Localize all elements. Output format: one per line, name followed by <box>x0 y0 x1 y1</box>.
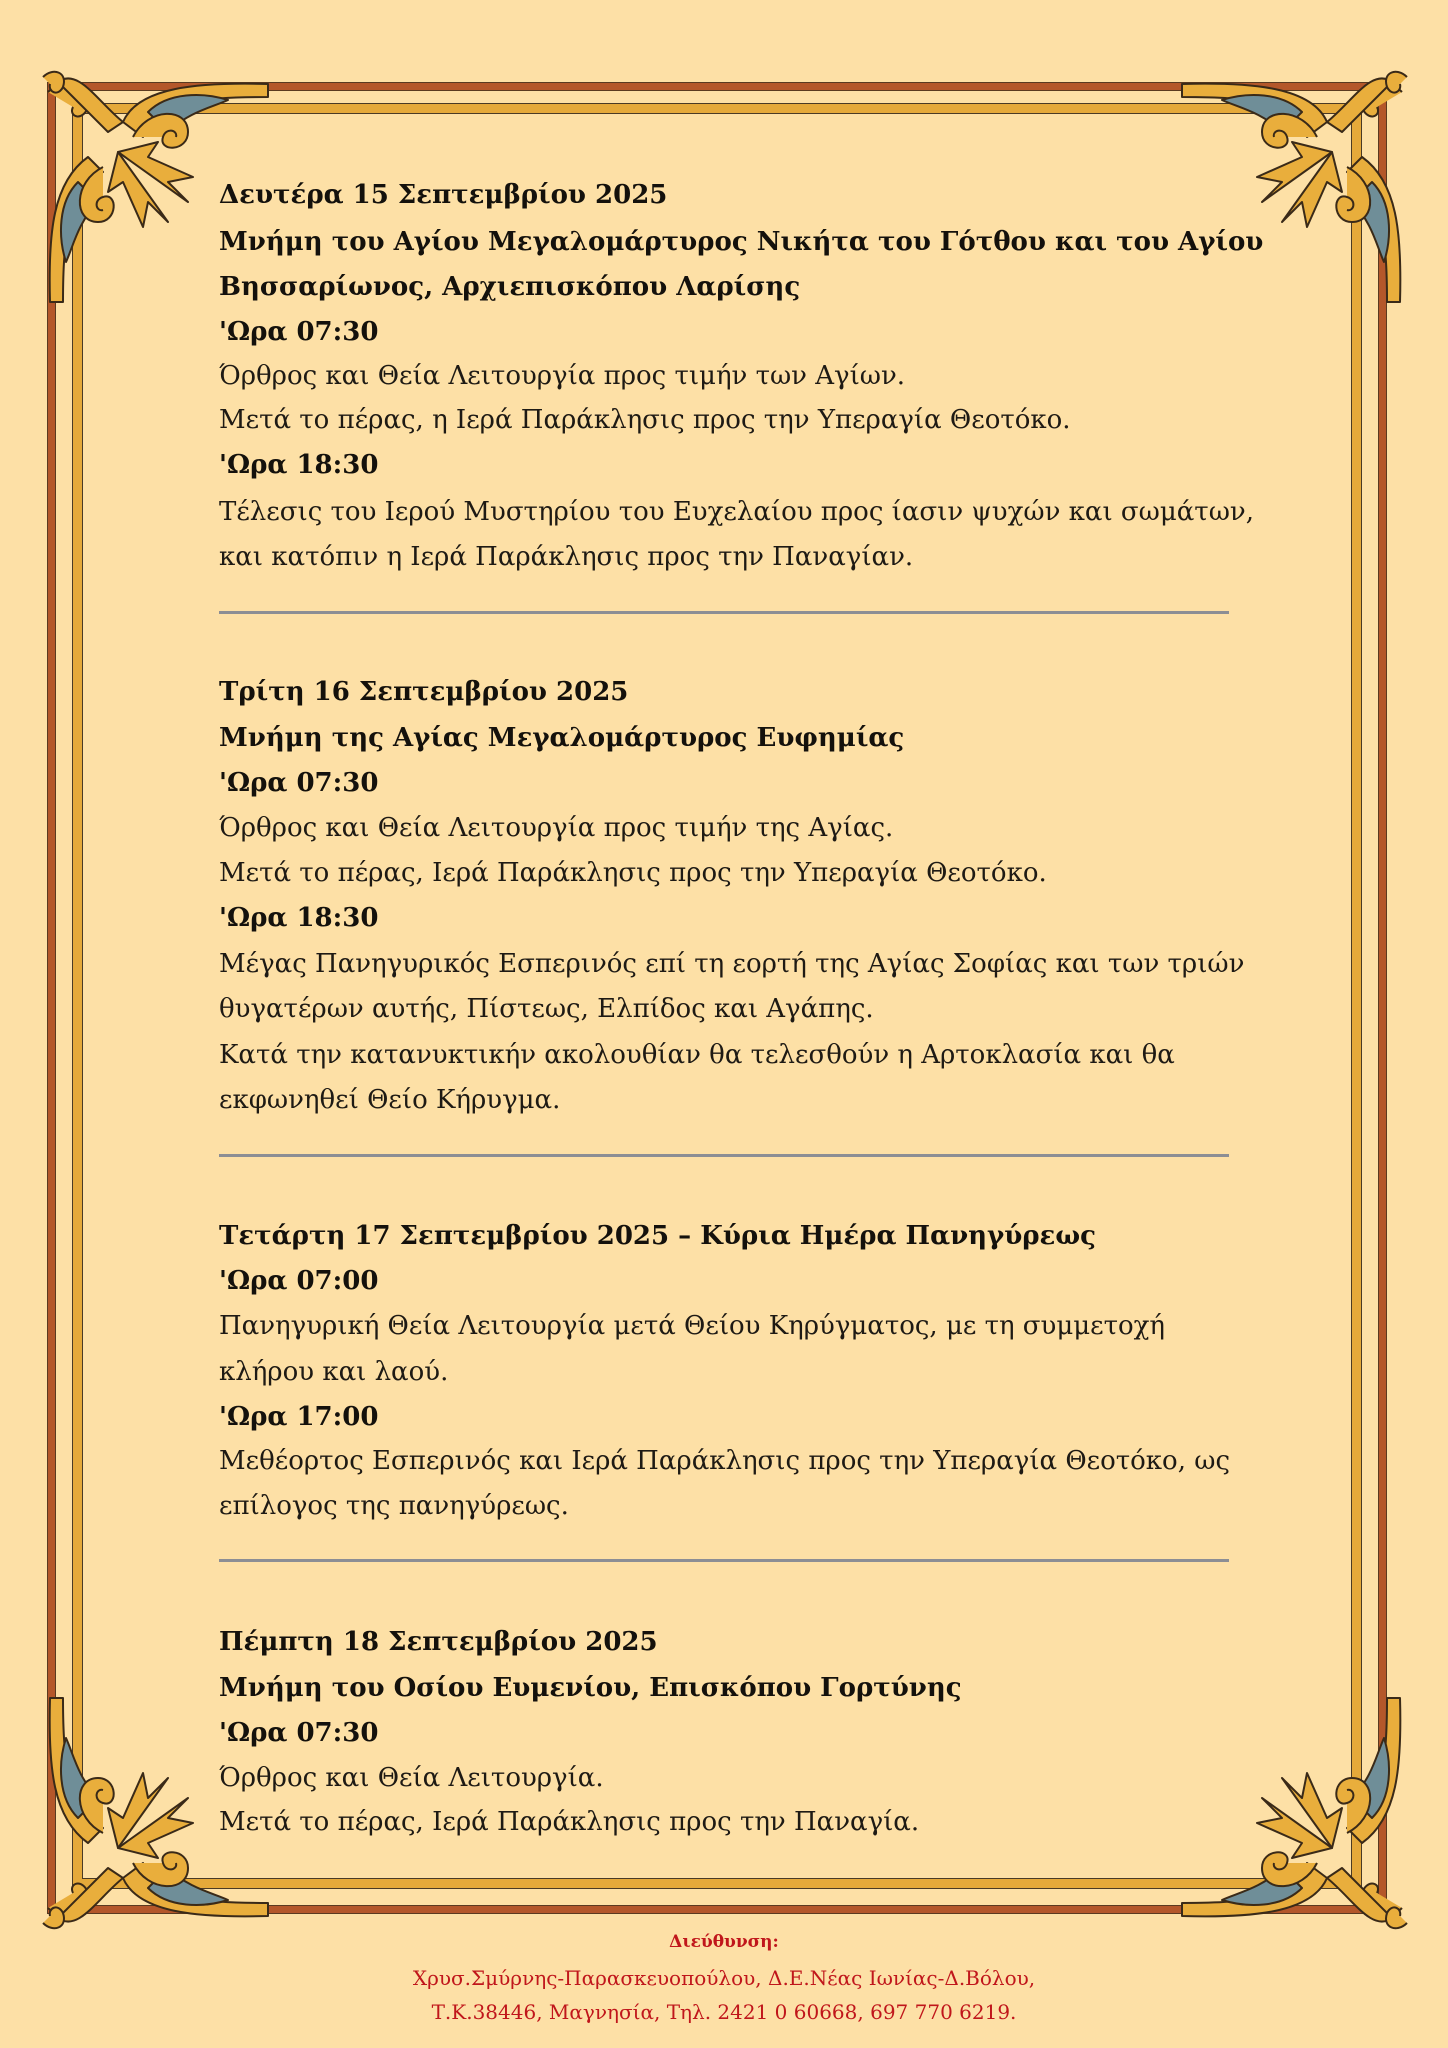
commemoration-line: Μνήμη της Αγίας Μεγαλομάρτυρος Ευφημίας <box>219 723 905 753</box>
service-time: 'Ωρα 17:00 <box>219 1402 379 1432</box>
service-time: 'Ωρα 18:30 <box>219 450 379 480</box>
section-divider <box>219 1559 1229 1562</box>
service-description: Πανηγυρική Θεία Λειτουργία μετά Θείου Κηρύγματος, με τη συμμετοχή <box>219 1311 1165 1341</box>
service-description: επίλογος της πανηγύρεως. <box>219 1491 569 1521</box>
service-description: Μετά το πέρας, Ιερά Παράκλησις προς την Υπεραγία Θεοτόκο. <box>219 858 1047 888</box>
service-description: Όρθρος και Θεία Λειτουργία. <box>219 1763 604 1793</box>
service-description: Όρθρος και Θεία Λειτουργία προς τιμήν της Αγίας. <box>219 813 894 843</box>
service-description: θυγατέρων αυτής, Πίστεως, Ελπίδος και Αγάπης. <box>219 994 874 1024</box>
section-divider <box>219 611 1229 614</box>
corner-ornament-bottom-right-icon <box>1172 1688 1422 1938</box>
service-time: 'Ωρα 18:30 <box>219 903 379 933</box>
service-description: κλήρου και λαού. <box>219 1357 449 1387</box>
commemoration-line: Μνήμη του Οσίου Ευμενίου, Επισκόπου Γορτύνης <box>219 1673 962 1703</box>
service-description: Μετά το πέρας, η Ιερά Παράκλησις προς την Υπεραγία Θεοτόκο. <box>219 405 1071 435</box>
footer-address-line: Χρυσ.Σμύρνης-Παρασκευοπούλου, Δ.Ε.Νέας Ιωνίας-Δ.Βόλου, <box>412 1966 1036 1990</box>
service-description: Όρθρος και Θεία Λειτουργία προς τιμήν των Αγίων. <box>219 361 906 391</box>
service-description: Τέλεσις του Ιερού Μυστηρίου του Ευχελαίου προς ίασιν ψυχών και σωμάτων, <box>219 497 1254 527</box>
service-description: εκφωνηθεί Θείο Κήρυγμα. <box>219 1085 561 1115</box>
service-description: Μέγας Πανηγυρικός Εσπερινός επί τη εορτή της Αγίας Σοφίας και των τριών <box>219 949 1245 979</box>
service-description: Μεθέορτος Εσπερινός και Ιερά Παράκλησις προς την Υπεραγία Θεοτόκο, ως <box>219 1446 1231 1476</box>
service-description: Κατά την κατανυκτικήν ακολουθίαν θα τελεσθούν η Αρτοκλασία και θα <box>219 1040 1175 1070</box>
service-time: 'Ωρα 07:30 <box>219 768 379 798</box>
service-time: 'Ωρα 07:00 <box>219 1266 379 1296</box>
service-description: και κατόπιν η Ιερά Παράκλησις προς την Παναγίαν. <box>219 542 914 572</box>
service-description: Μετά το πέρας, Ιερά Παράκλησις προς την Παναγία. <box>219 1807 920 1837</box>
day-heading: Τρίτη 16 Σεπτεμβρίου 2025 <box>219 677 629 707</box>
footer-contact-line: Τ.Κ.38446, Μαγνησία, Τηλ. 2421 0 60668, 697 770 6219. <box>431 2000 1017 2024</box>
section-divider <box>219 1154 1229 1157</box>
corner-ornament-top-right-icon <box>1172 62 1422 312</box>
footer-heading: Διεύθυνση: <box>669 1932 779 1952</box>
day-heading: Δευτέρα 15 Σεπτεμβρίου 2025 <box>219 180 668 210</box>
day-heading: Πέμπτη 18 Σεπτεμβρίου 2025 <box>219 1627 658 1657</box>
service-time: 'Ωρα 07:30 <box>219 317 379 347</box>
commemoration-line: Μνήμη του Αγίου Μεγαλομάρτυρος Νικήτα του Γότθου και του Αγίου <box>219 227 1264 257</box>
day-heading: Τετάρτη 17 Σεπτεμβρίου 2025 – Κύρια Ημέρα Πανηγύρεως <box>219 1221 1096 1251</box>
commemoration-line: Βησσαρίωνος, Αρχιεπισκόπου Λαρίσης <box>219 272 801 302</box>
service-time: 'Ωρα 07:30 <box>219 1718 379 1748</box>
